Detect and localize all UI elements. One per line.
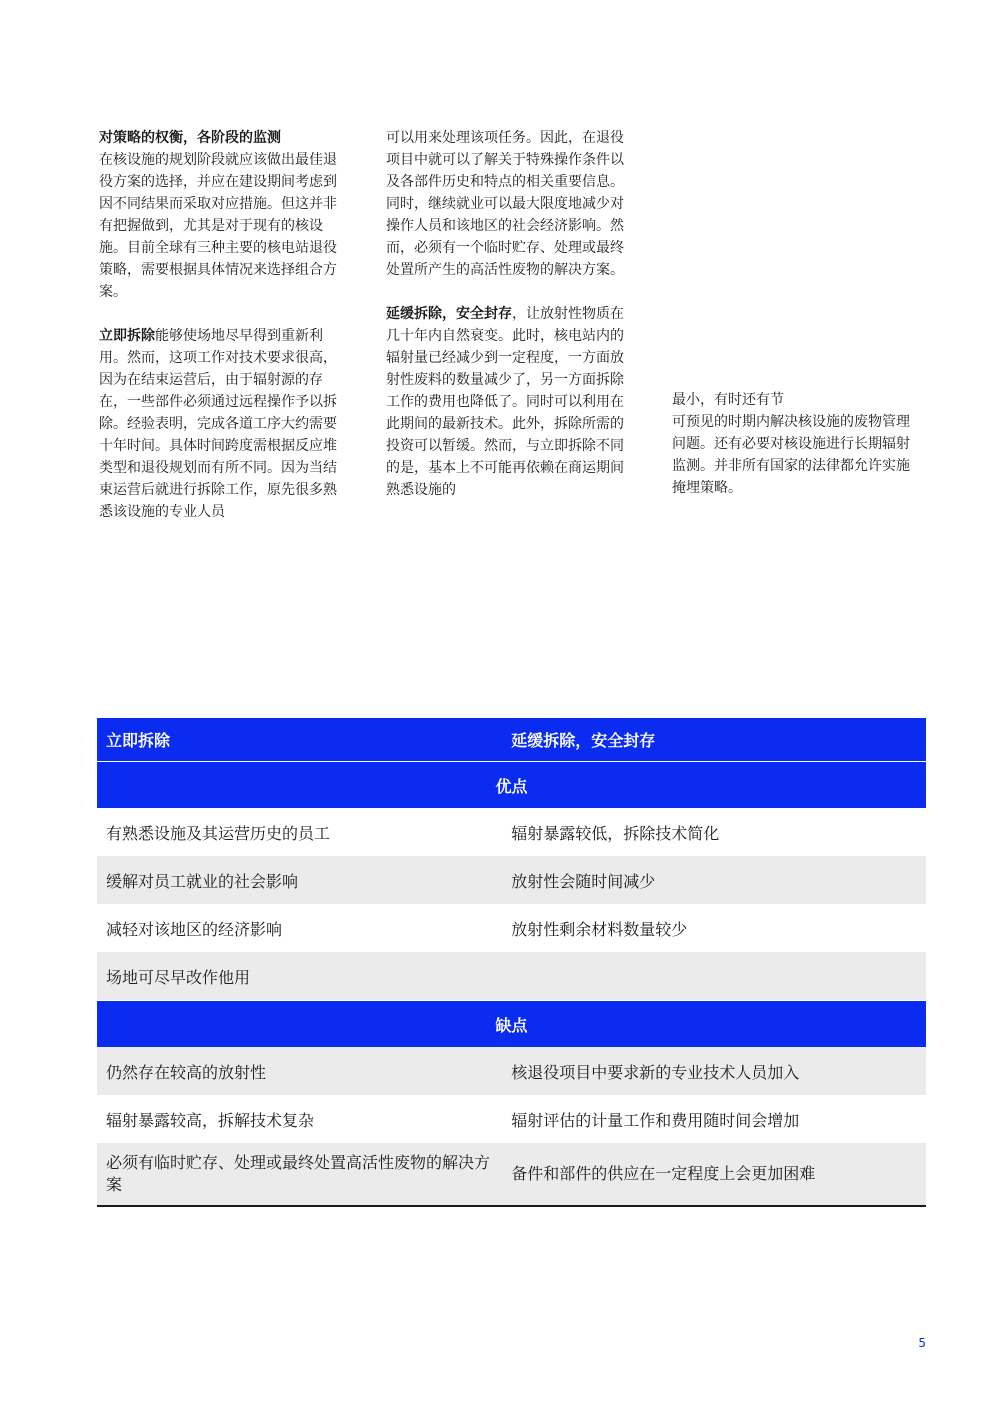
paragraph: 可以用来处理该项任务。因此，在退役项目中就可以了解关于特殊操作条件以及各部件历史和特点的相关重要信息。同时，继续就业可以最大限度地减少对操作人员和该地区的社会经济影响。然而，必须有一个临时贮存、处理或最终处置所产生的高活性废物的解决方案。 (386, 130, 624, 278)
paragraph: 最小，有时还有节 (672, 392, 784, 408)
paragraph (99, 325, 344, 523)
text-column-2 (386, 127, 631, 501)
paragraph: 可预见的时期内解决核设施的废物管理问题。还有必要对核设施进行长期辐射监测。并非所有国家的法律都允许实施掩埋策略。 (672, 414, 910, 496)
table-row (97, 856, 926, 904)
table-cell: 核退役项目中要求新的专业技术人员加入 (502, 1047, 926, 1095)
table-cell: 减轻对该地区的经济影响 (106, 919, 283, 939)
table-row (97, 808, 926, 856)
paragraph: 在核设施的规划阶段就应该做出最佳退役方案的选择，并应在建设期间考虑到因不同结果而采取对应措施。但这并非有把握做到，尤其是对于现有的核设施。目前全球有三种主要的核电站退役策略，需要根据具体情况来选择组合方案。 (99, 152, 337, 300)
text-column-3 (672, 389, 917, 499)
table-row (97, 952, 926, 1001)
header-immediate: 立即拆除 (97, 718, 502, 762)
table-cell: 辐射评估的计量工作和费用随时间会增加 (511, 1110, 800, 1130)
table-cell: 必须有临时贮存、处理或最终处置高活性废物的解决方案 (97, 1143, 502, 1206)
table-header-row (97, 718, 926, 762)
header-deferred: 延缓拆除，安全封存 (502, 718, 926, 762)
pros-label: 优点 (97, 762, 926, 809)
section-heading: 对策略的权衡，各阶段的监测 (99, 130, 281, 146)
term-immediate-dismantling: 立即拆除 (99, 328, 155, 344)
paragraph-text: 能够使场地尽早得到重新利用。然而，这项工作对技术要求很高，因为在结束运营后，由于辐射源的存在，一些部件必须通过远程操作予以拆除。经验表明，完成各道工序大约需要十年时间。具体时间跨度需根据反应堆类型和退役规划而有所不同。因为当结束运营后就进行拆除工作，原先很多熟悉该设施的专业人员 (99, 328, 337, 520)
table-row (97, 1095, 926, 1143)
paragraph-text: ，让放射性物质在几十年内自然衰变。此时，核电站内的辐射量已经减少到一定程度，一方面放射性废料的数量减少了，另一方面拆除工作的费用也降低了。同时可以利用在此期间的最新技术。此外，拆除所需的投资可以暂缓。然而，与立即拆除不同的是，基本上不可能再依赖在商运期间熟悉设施的 (386, 306, 624, 498)
table-cell: 放射性剩余材料数量较少 (511, 919, 688, 939)
table-cell: 场地可尽早改作他用 (97, 952, 502, 1001)
table-cell: 有熟悉设施及其运营历史的员工 (106, 823, 331, 843)
table-cell: 辐射暴露较低，拆除技术简化 (511, 823, 720, 843)
table-cell: 辐射暴露较高，拆解技术复杂 (106, 1110, 315, 1130)
table-row (97, 904, 926, 952)
table-cell: 备件和部件的供应在一定程度上会更加困难 (502, 1143, 926, 1206)
comparison-table (97, 718, 926, 1207)
pros-section-row (97, 762, 926, 809)
table-cell: 缓解对员工就业的社会影响 (97, 856, 502, 904)
table-cell (502, 952, 926, 1001)
paragraph (386, 303, 631, 501)
table-cell: 放射性会随时间减少 (502, 856, 926, 904)
table-cell: 仍然存在较高的放射性 (97, 1047, 502, 1095)
table-row (97, 1047, 926, 1095)
cons-section-row (97, 1001, 926, 1048)
table-row (97, 1143, 926, 1206)
term-deferred-dismantling: 延缓拆除，安全封存 (386, 306, 512, 322)
page-number: 5 (918, 1336, 926, 1350)
text-column-1 (99, 127, 344, 523)
cons-label: 缺点 (97, 1001, 926, 1048)
